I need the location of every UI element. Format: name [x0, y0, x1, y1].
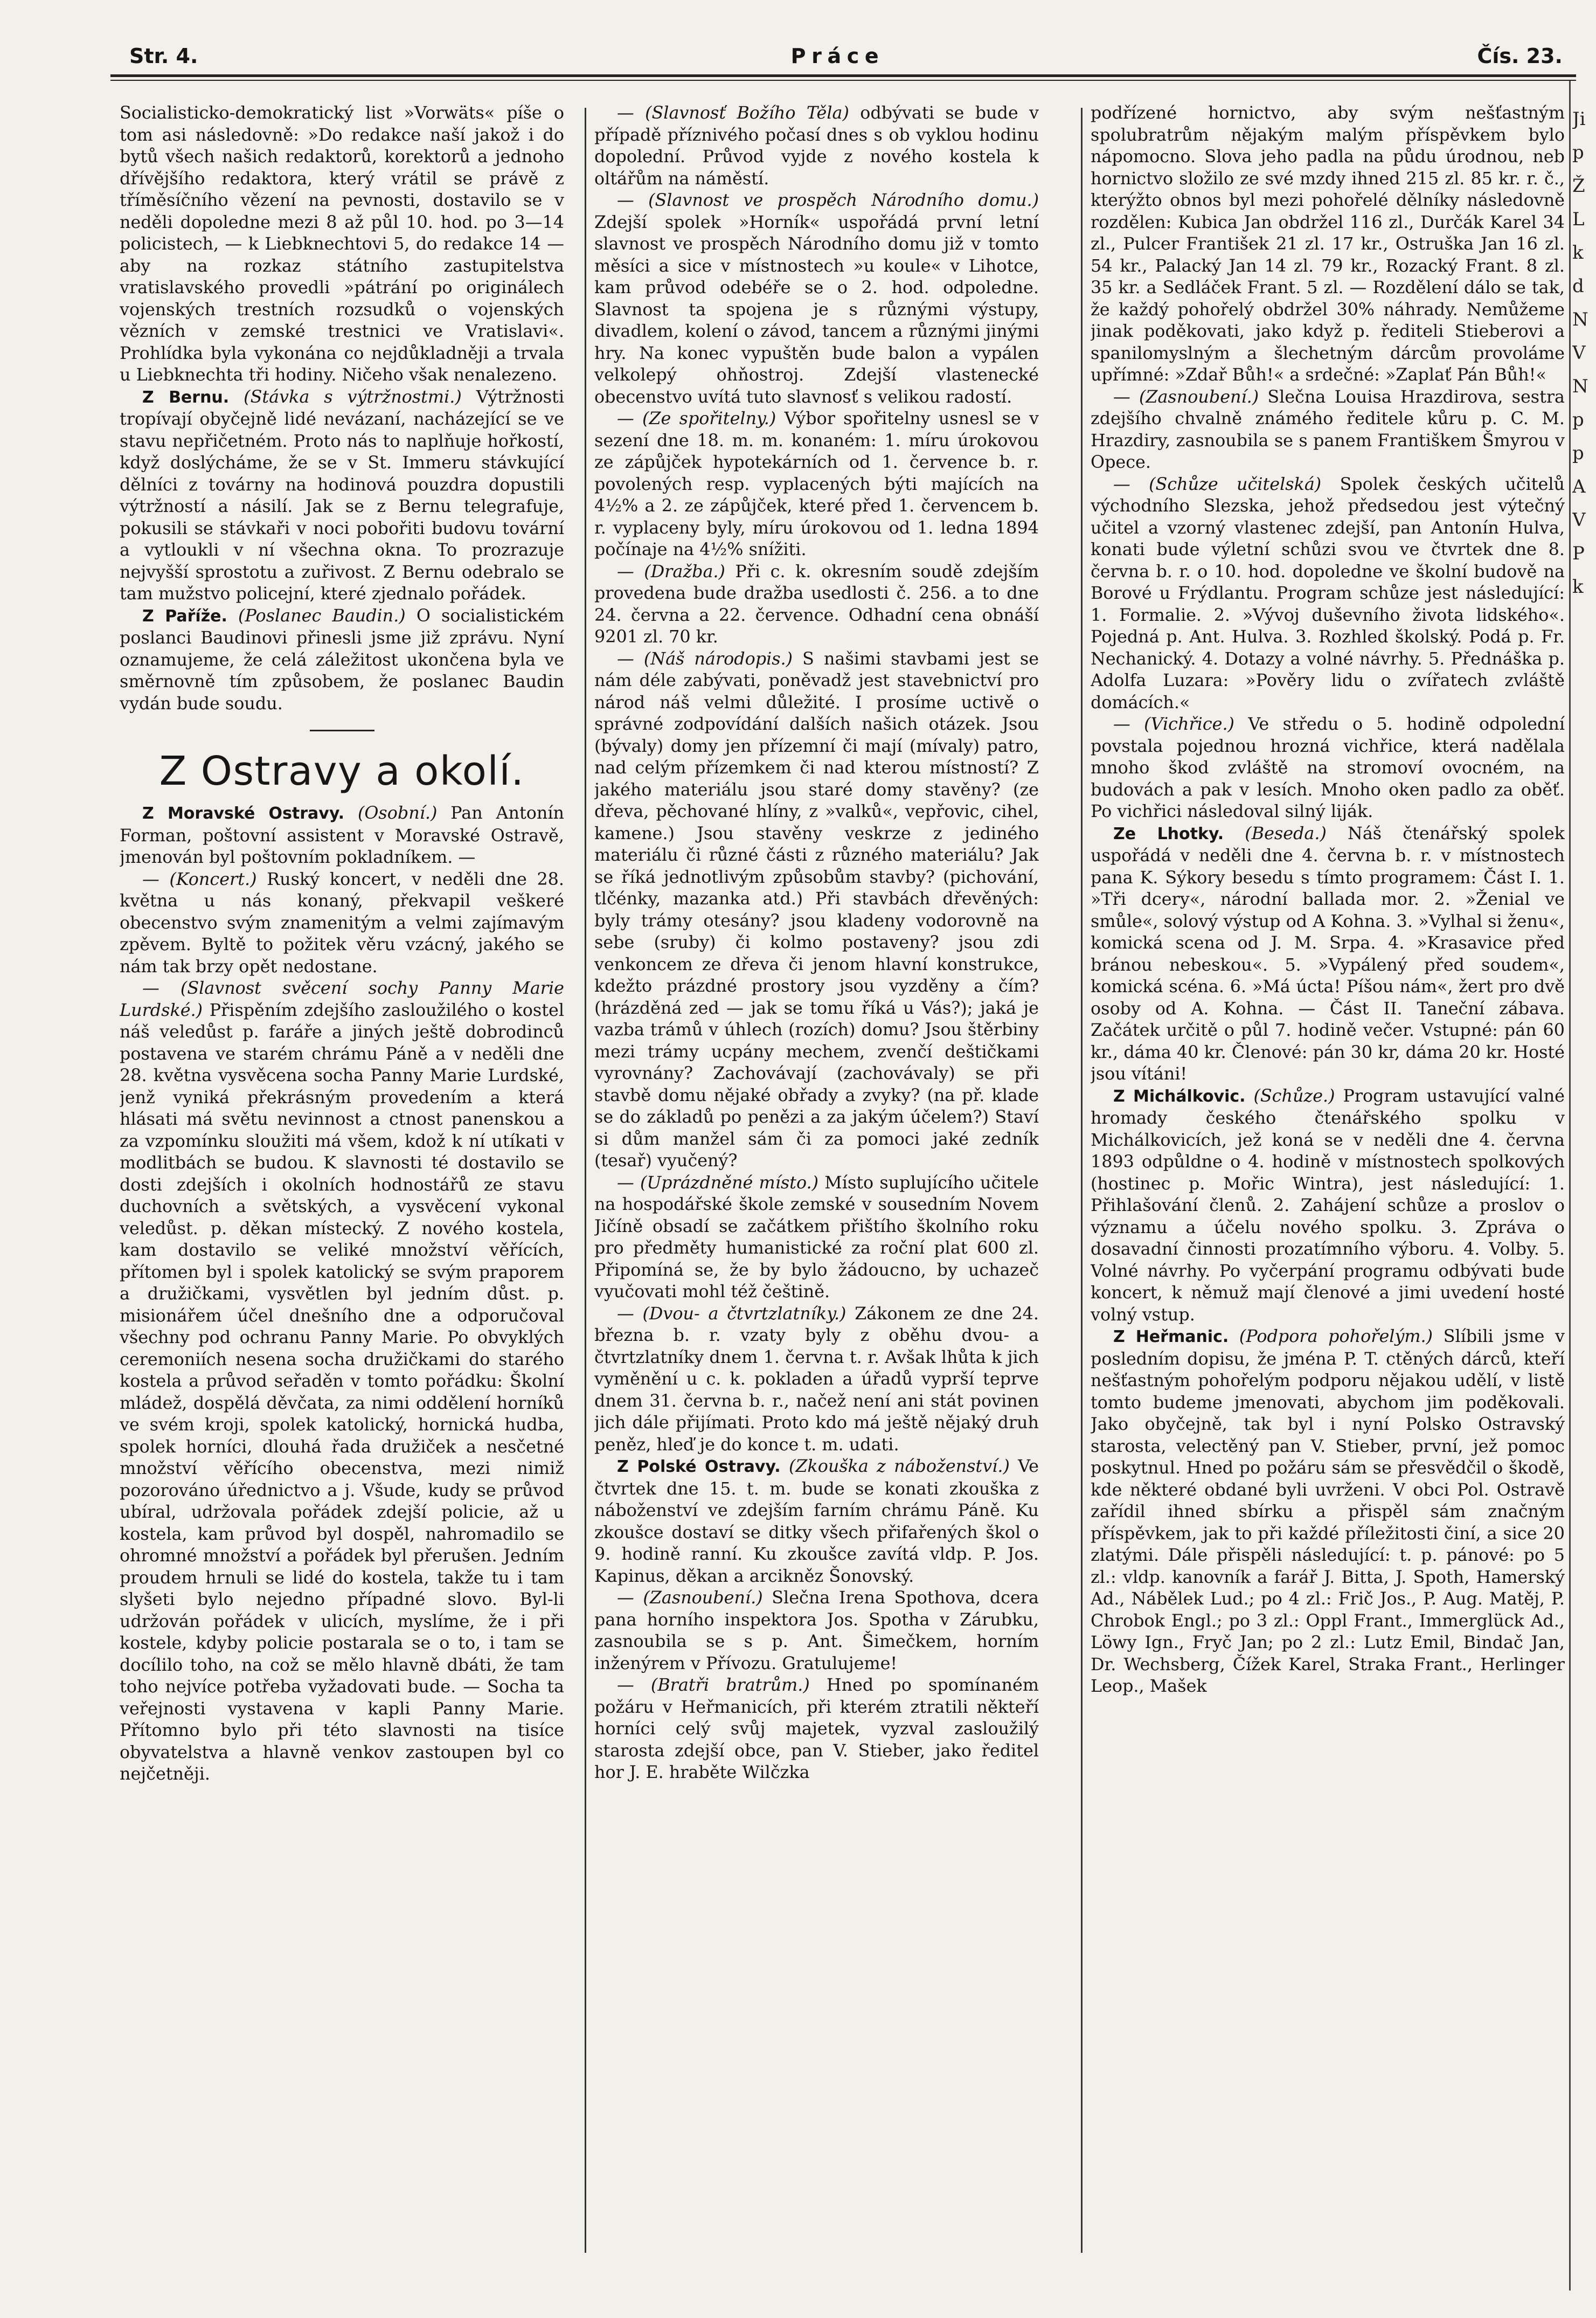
facing-page-fragment: Ji p Ž L k d N V N p p A V P k — [1572, 108, 1588, 598]
facing-page-edge — [1569, 81, 1571, 2291]
article-uprazdnene-misto: — (Uprázdněné místo.) Místo suplujícího učitele na hospodářské škole zemské v sousedním Novem Jičíně obsadí se začátkem přištího školního roku pro předměty humanistické za roční plat 600 zl. Připomíná se, že by bylo žádoucno, by uchazeč vyučovati mohl též češtině. — [594, 1172, 1039, 1302]
page-number: Str. 4. — [129, 44, 198, 68]
column-divider — [585, 108, 586, 2253]
column-3 — [1091, 102, 1565, 2264]
article-hermanice: Z Heřmanic. (Podpora pohořelým.) Slíbili jsme v posledním dopisu, že jména P. T. ctěných dárců, kteří nešťastným pohořelým podporu nějakou udělí, v listě tomto budeme jmenovati, abychom jim poděkovali. Jako obyčejně, tak byl i nyní Polsko Ostravský starosta, velectěný pan V. Stieber, první, jež pomoc poskytnul. Hned po požáru sám se přesvědčil o škodě, kde některé obdané byli uvrženi. V obci Pol. Ostravě zařídil ihned sbírku a přispěl sám značným příspěvkem, jak to při každé příležitosti činí, a sice 20 zlatými. Dále přispěli následující: t. p. pánové: po 5 zl.: vldp. kanovník a farář J. Bitta, J. Spoth, Hamerský Ad., Nábělek Lud.; po 4 zl.: Frič Jos., P. Aug. Matěj, P. Chrobok Engl.; po 3 zl.: Oppl Frant., Immerglück Ad., Löwy Ign., Fryč Jan; po 2 zl.: Lutz Emil, Bindač Jan, Dr. Wechsberg, Čížek Karel, Straka Frant., Herlinger Leop., Mašek — [1091, 1326, 1565, 1696]
section-title: Z Ostravy a okolí. — [159, 748, 525, 794]
section-divider — [310, 730, 374, 731]
article-zasnoubeni: — (Zasnoubení.) Slečna Irena Spothova, dcera pana horního inspektora Jos. Spotha v Zárubku, zasnoubila se s p. Ant. Šimečkem, horním inženýrem v Přívozu. Gratulujeme! — [594, 1588, 1039, 1673]
article-zlatniky: — (Dvou- a čtvrtzlatníky.) Zákonem ze dne 24. března b. r. vzaty byly z oběhu dvou- a čtvrtzlatníky dnem 1. června t. r. Avšak lhůta k jich vyměnění u c. k. pokladen a úřadů vyprší teprve dnem 31. června b. r., načež není ani stát povinen jich dále přijímati. Proto kdo má ještě nějaký druh peněz, hleď je do konce t. m. udati. — [594, 1303, 1039, 1455]
article-socha: — (Slavnost svěcení sochy Panny Marie Lurdské.) Přispěním zdejšího zasloužilého o kostel náš veledůst p. faráře a jiných ještě dobrodinců postavena ve starém chrámu Páně a v neděli dne 28. května vysvěcena socha Panny Marie Lurdské, jenž vyniká překrásným provedením a která hlásati má světu nevinnost a ctnost panenskou a za vzpomínku sloužiti má všem, kdož k ní utíkati v modlitbách se budou. K slavnosti té dostavilo se dosti zdejších i okolních hodnostářů ze stavu duchovních a světských, a vysvěcení vykonal veledůst. p. děkan místecký. Z nového kostela, kam dostavilo se veliké množství věřících, přítomen byl i spolek katolický se svým praporem a družičkami, vysvětlen byl jedním důst. p. misionářem účel dnešního dne a odporučoval všechny pod ochranu Panny Marie. Po obvyklých ceremoniích nesena socha družičkami do starého kostela a průvod seřaděn v tomto pořádku: Školní mládež, dospělá děvčata, za nimi oddělení horníků ve svém kroji, spolek katolický, hornická hudba, spolek horníci, dlouhá řada družiček a nesčetné množství věřícího obecenstva, mezi nimiž pozorováno úřednictvo a j. Všude, kudy se průvod ubíral, udržovala pořádek zdejší policie, až u kostela, kam průvod byl dospěl, nahromadilo se ohromné množství a pořádek byl přerušen. Jedním proudem hrnuli se lidé do kostela, takže tu i tam slyšeti bylo nejedno případné slovo. Byl-li udržován pořádek v ulicích, myslíme, že i při kostele, kdyby policie postarala se o to, i tam se docílilo toho, na což se mělo hlavně dbáti, že tam toho nejvíce potřeba vyžadovati bude. — Socha ta veřejnosti vystavena v kapli Panny Marie. Přítomno bylo při této slavnosti na tisíce obyvatelstva a hlavně venkov zastoupen byl co nejčetněji. — [120, 978, 564, 1784]
article-bratri-continued: podřízené hornictvo, aby svým nešťastným spolubratrům nějakým malým příspěvkem bylo nápomocno. Slova jeho padla na půdu úrodnou, neb hornictvo složilo ze své mzdy ihned 215 zl. 85 kr. r. č., kterýžto obnos byl mezi pohořelé dělníky následovně rozdělen: Kubica Jan obdržel 116 zl., Durčák Karel 34 zl., Pulcer František 21 zl. 17 kr., Ostruška Jan 16 zl. 54 kr., Palacký Jan 14 zl. 79 kr., Rozacký Frant. 8 zl. 35 kr. a Sedláček Frant. 5 zl. — Rozdělení dálo se tak, že každý pohořelý obdržel 30% náhrady. Nemůžeme jinak poděkovati, jako když p. řediteli Stieberovi a spanilomyslným a šlechetným dárcům provoláme upřímné: »Zdař Bůh!« a srdečné: »Zaplať Pán Bůh!« — [1091, 103, 1565, 385]
article-bratri-bratrum: — (Bratři bratrům.) Hned po spomínaném požáru v Heřmanicích, při kterém ztratili někteří horníci celý svůj majetek, vyzval zasloužilý starosta zdejší obce, pan V. Stieber, jako ředitel hor J. E. hraběte Wilčzka — [594, 1675, 1039, 1782]
page-header — [129, 44, 1563, 77]
article-drazba: — (Dražba.) Při c. k. okresním soudě zdejším provedena bude dražba usedlosti č. 256. a to dne 24. června a 22. července. Odhadní cena obnáší 9201 zl. 70 kr. — [594, 561, 1039, 647]
header-rule-thin — [110, 80, 1576, 81]
article-vichrice: — (Vichřice.) Ve středu o 5. hodině odpolední povstala pojednou hrozná vichřice, která nadělala mnoho škod zvláště na stromoví ovocném, na budovách a pak v lesích. Mnoho oken padlo za oběť. Po vichřici následoval silný liják. — [1091, 714, 1565, 821]
article-bern: Z Bernu. (Stávka s výtržnostmi.) Výtržnosti tropívají obyčejně lidé nevázaní, nacházející se ve stavu nepřičetném. Proto nás to naplňuje hořkostí, když doslýcháme, že se v St. Immeru stávkující dělníci z továrny na hodinová pouzdra dopustili výtržností a násilí. Jak se z Bernu telegrafuje, pokusili se stávkaři v noci pobořiti budovu tovární a vytloukli v ní všechna okna. To prozrazuje nejvyšší sprostotu a zuřivost. Z Bernu odebralo se tam mužstvo policejní, které zjednalo pořádek. — [120, 386, 564, 604]
article-polska-ostrava: Z Polské Ostravy. (Zkouška z náboženství.) Ve čtvrtek dne 15. t. m. bude se konati zkouška z náboženství ve zdejším farním chrámu Páně. Ku zkoušce dostaví se ditky všech přifařených škol o 9. hodině ranní. Ku zkoušce zavítá vldp. P. Jos. Kapinus, děkan a arcikněz Šonovský. — [594, 1456, 1039, 1586]
article-vorwarts: Socialisticko-demokratický list »Vorwäts« píše o tom asi následovně: »Do redakce naší jakož i do bytů všech našich redaktorů, korektorů a jednoho dřívějšího redaktora, který vrátil se právě z tříměsíčního vězení na pevnosti, dostavilo se v neděli dopoledne mezi 8 až půl 10. hod. po 3—14 policistech, — k Liebknechtovi 5, do redakce 14 — aby na rozkaz státního zastupitelstva vratislavského provedli »pátrání po originálech vojenských trestních rozsudků o vojenských vězních v zemské trestnici ve Vratislavi«. Prohlídka byla vykonána co nejdůkladněji a trvala u Liebknechta tři hodiny. Ničeho však nenalezeno. — [120, 103, 564, 385]
article-moravska-ostrava: Z Moravské Ostravy. (Osobní.) Pan Antonín Forman, poštovní assistent v Moravské Ostravě, jmenován byl poštovním pokladníkem. — — [120, 803, 564, 867]
column-2 — [594, 102, 1039, 2264]
header-rule — [110, 74, 1576, 77]
issue-number: Čís. 23. — [1477, 44, 1563, 68]
newspaper-title: Práce — [790, 44, 885, 68]
column-1 — [120, 102, 564, 2264]
article-narodopis: — (Náš národopis.) S našimi stavbami jest se nám déle zabývati, poněvadž jest stavebnictví pro národ náš velmi důležité. I prosíme uctivě o správné zodpovídání dalších našich otázek. Jsou (bývaly) domy jen přízemní či mají (mívaly) patro, nad celým přízemkem či nad kterou místností? Z jakého materiálu jsou staré domy stavěny? (ze dřeva, pěchované hlíny, z »valků«, vepřovic, cihel, kamene.) Jsou stavěny veskrze z jediného materiálu či různé části z různého materiálu? Jak se říká jednotlivým způsobům stavby? (pichování, tlčénky, mazanka atd.) Při stavbách dřevěných: byly trámy otesány? jsou kladeny vodorovně na sebe (sruby) či kolmo postaveny? jsou zdi venkoncem ze dřeva či jenom hlavní konstrukce, kdežto prázdné prostory jsou vyzděny a čím? (hrázděná zed — jak se tomu říká u Vás?); jaká je vazba trámů v úhlech (rozích) domu? Jsou štěrbiny mezi trámy ucpány mechem, zvenčí deštičkami vyrovnány? Zachovávají (zachovávaly) se při stavbě domu nějaké obřady a zvyky? (na př. klade se do základů po penězi a za jakým účelem?) Staví si dům manžel sám či za pomoci jaké zedník (tesař) vyučený? — [594, 648, 1039, 1171]
article-schuze-ucitelska: — (Schůze učitelská) Spolek českých učitelů východního Slezska, jehož předsedou jest výtečný učitel a vzorný vlastenec zdejší, pan Antonín Hulva, konati bude výletní schůzi svou ve čtvrtek dne 8. června b. r. o 10. hod. dopoledne ve školní budově na Borové u Frýdlantu. Program schůze jest následující: 1. Formalie. 2. »Vývoj duševního života lidského«. Pojedná p. Ant. Hulva. 3. Rozhled školský. Podá p. Fr. Nechanický. 4. Dotazy a volné návrhy. 5. Přednáška p. Adolfa Luzara: »Pověry lidu o zvířatech zvláště domácích.« — [1091, 474, 1565, 712]
article-koncert: — (Koncert.) Ruský koncert, v neděli dne 28. května u nás konaný, překvapil veškeré obecenstvo svým znamenitým a velmi zajímavým zpěvem. Byltě to požitek věru vzácný, jakého se nám tak brzy opět nedostane. — [120, 869, 564, 977]
article-pariz: Z Paříže. (Poslanec Baudin.) O socialistickém poslanci Baudinovi přinesli jsme již zprávu. Nyní oznamujeme, že celá záležitost ukončena byla ve směrnovně tím způsobem, že poslanec Baudin vydán bude soudu. — [120, 605, 564, 714]
article-michalkovice: Z Michálkovic. (Schůze.) Program ustavující valné hromady českého čtenářského spolku v Michálkovicích, jež koná se v neděli dne 4. června 1893 odpůldne o 4. hodině v místnostech spolkových (hostinec p. Mořic Wintra), jest následující: 1. Přihlašování členů. 2. Zahájení schůze a proslov o významu a účelu nového spolku. 3. Zpráva o dosavadní činnosti prozatímního výboru. 4. Volby. 5. Volné návrhy. Po vyčerpání programu odbývati bude koncert, k němuž mají členové a jimi uvedení hosté volný vstup. — [1091, 1085, 1565, 1325]
column-divider — [1081, 108, 1082, 2253]
article-narodni-dum: — (Slavnost ve prospěch Národního domu.) Zdejší spolek »Horník« uspořádá první letní slavnost ve prospěch Národního domu již v tomto měsíci a sice v místnostech »u koule« v Lihotce, kam průvod odebéře se o 2. hod. odpoledne. Slavnost ta spojena je s různými výstupy, divadlem, kolení o závod, tancem a různými jinými hry. Na konec vypuštěn bude balon a vypálen velkolepý ohňostroj. Zdejší vlastenecké obecenstvo uvítá tuto slavnosť s velikou radostí. — [594, 190, 1039, 407]
article-bozi-telo: — (Slavnosť Božího Těla) odbývati se bude v případě příznivého počasí dnes s ob vyklou hodinu dopolední. Průvod vyjde z nového kostela k oltářům na náměstí. — [594, 103, 1039, 189]
article-zasnoubeni-2: — (Zasnoubení.) Slečna Louisa Hrazdirova, sestra zdejšího chvalně známého ředitele kůru p. C. M. Hrazdiry, zasnoubila se s panem Františkem Šmyrou v Opece. — [1091, 386, 1565, 472]
article-lhotka: Ze Lhotky. (Beseda.) Náš čtenářský spolek uspořádá v neděli dne 4. června b. r. v místnostech pana K. Sýkory besedu s tímto programem: Část I. 1. »Tři dcery«, národní ballada mor. 2. »Ženial ve smůle«, solový výstup od A Kohna. 3. »Vylhal si ženu«, komická scena od J. M. Srpa. 4. »Krasavice před bránou nebeskou«. 5. »Vypálený před soudem«, komická scéna. 6. »Má úcta! Píšou nám«, žert pro dvě osoby od A. Kohna. — Část II. Taneční zábava. Začátek určitě o půl 7. hodině večer. Vstupné: pán 60 kr., dáma 40 kr. Členové: pán 30 kr, dáma 20 kr. Hosté jsou vítáni! — [1091, 823, 1565, 1084]
article-sporitelna: — (Ze spořitelny.) Výbor spořitelny usnesl se v sezení dne 18. m. m. konaném: 1. míru úrokovou ze zápůjček hypotekárních od 1. července b. r. povolených resp. vyplacených býti majících na 4½% a 2. ze zápůjček, které před 1. červencem b. r. vyplaceny byly, míru úrokovou od 1. ledna 1894 počínaje na 4½% snížiti. — [594, 409, 1039, 559]
